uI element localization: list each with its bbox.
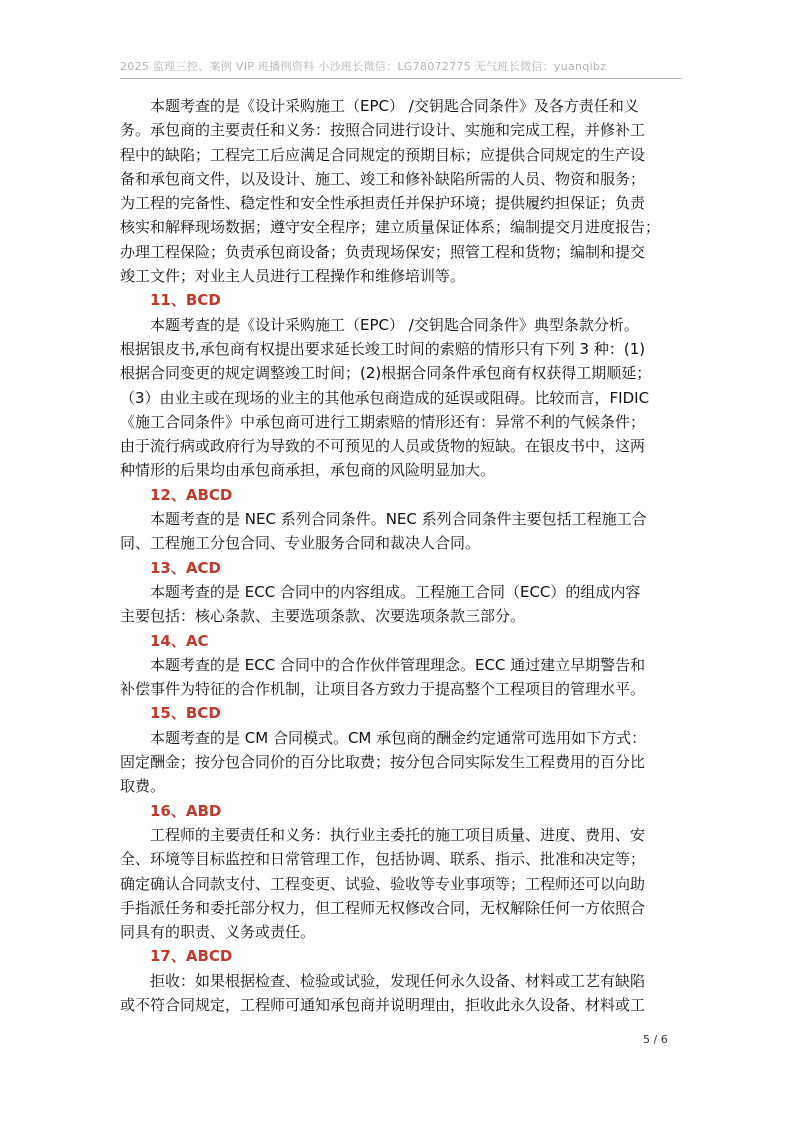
explanation-paragraph: [120, 580, 682, 629]
paragraph-line: 工程师的主要责任和义务：执行业主委托的施工项目质量、进度、费用、安: [150, 825, 646, 844]
paragraph-line: 拒收：如果根据检查、检验或试验，发现任何永久设备、材料或工艺有缺陷: [150, 971, 646, 990]
paragraph-line: 手指派任务和委托部分权力，但工程师无权修改合同，无权解除任何一方依照合: [120, 898, 646, 917]
paragraph-line: 固定酬金；按分包合同价的百分比取费；按分包合同实际发生工程费用的百分比: [120, 753, 646, 772]
explanation-paragraph: [120, 726, 682, 799]
page-number: 5 / 6: [643, 1033, 668, 1046]
paragraph-line: 务。承包商的主要责任和义务：按照合同进行设计、实施和完成工程，并修补工: [120, 121, 646, 140]
paragraph-line: 主要包括：核心条款、主要选项条款、次要选项条款三部分。: [120, 607, 526, 626]
header-watermark-text: 2025 监理三控、案例 VIP 班播例资料 小沙班长微信：LG78072775 无气班长微信：yuanqibz: [120, 60, 607, 73]
explanation-paragraph: [120, 823, 682, 944]
answer-heading: 17、ABCD: [150, 947, 233, 966]
page-header: [120, 56, 682, 79]
document-body: [120, 94, 682, 1017]
answer-heading: 11、BCD: [150, 291, 221, 310]
paragraph-line: 确定确认合同款支付、工程变更、试验、验收等专业事项等；工程师还可以向助: [120, 874, 646, 893]
paragraph-line: 根据合同变更的规定调整竣工时间；(2)根据合同条件承包商有权获得工期顺延；: [120, 364, 652, 383]
answer-heading: 12、ABCD: [150, 485, 233, 504]
paragraph-line: 本题考查的是《设计采购施工（EPC） /交钥匙合同条件》典型条款分析。: [150, 315, 639, 334]
paragraph-line: 备和承包商文件，以及设计、施工、竣工和修补缺陷所需的人员、物资和服务；: [120, 169, 646, 188]
answer-heading: 16、ABD: [150, 801, 222, 820]
paragraph-line: 全、环境等目标监控和日常管理工作，包括协调、联系、指示、批准和决定等；: [120, 850, 646, 869]
paragraph-line: 同、工程施工分包合同、专业服务合同和裁决人合同。: [120, 534, 481, 553]
paragraph-line: 《施工合同条件》中承包商可进行工期索赔的情形还有：异常不利的气候条件；: [120, 412, 646, 431]
explanation-paragraph: [120, 313, 682, 483]
answer-heading: 14、AC: [150, 631, 209, 650]
paragraph-line: （3）由业主或在现场的业主的其他承包商造成的延误或阻碍。比较而言，FIDIC: [120, 388, 650, 407]
paragraph-line: 程中的缺陷；工程完工后应满足合同规定的预期目标；应提供合同规定的生产设: [120, 145, 646, 164]
paragraph-line: 本题考查的是《设计采购施工（EPC） /交钥匙合同条件》及各方责任和义: [150, 97, 639, 115]
paragraph-line: 办理工程保险；负责承包商设备；负责现场保安；照管工程和货物；编制和提交: [120, 242, 646, 261]
paragraph-line: 本题考查的是 ECC 合同中的内容组成。工程施工合同（ECC）的组成内容: [150, 582, 641, 601]
answer-heading: 15、BCD: [150, 704, 221, 723]
paragraph-line: 同具有的职责、义务或责任。: [120, 923, 316, 942]
paragraph-line: 竣工文件；对业主人员进行工程操作和维修培训等。: [120, 267, 466, 286]
paragraph-line: 本题考查的是 ECC 合同中的合作伙伴管理理念。ECC 通过建立早期警告和: [150, 655, 646, 674]
paragraph-line: 由于流行病或政府行为导致的不可预见的人员或货物的短缺。在银皮书中，这两: [120, 437, 646, 456]
paragraph-line: 本题考查的是 CM 合同模式。CM 承包商的酬金约定通常可选用如下方式：: [150, 728, 647, 747]
paragraph-line: 根据银皮书,承包商有权提出要求延长竣工时间的索赔的情形只有下列 3 种：(1): [120, 339, 646, 358]
answer-heading: 13、ACD: [150, 558, 221, 577]
explanation-paragraph: [120, 94, 682, 288]
paragraph-line: 或不符合同规定，工程师可通知承包商并说明理由，拒收此永久设备、材料或工: [120, 995, 646, 1014]
paragraph-line: 取费。: [120, 777, 166, 796]
explanation-paragraph: [120, 653, 682, 702]
paragraph-line: 种情形的后果均由承包商承担，承包商的风险明显加大。: [120, 461, 496, 480]
paragraph-line: 补偿事件为特征的合作机制，让项目各方致力于提高整个工程项目的管理水平。: [120, 680, 646, 699]
paragraph-line: 本题考查的是 NEC 系列合同条件。NEC 系列合同条件主要包括工程施工合: [150, 510, 647, 529]
paragraph-line: 核实和解释现场数据；遵守安全程序；建立质量保证体系；编制提交月进度报告；: [120, 218, 661, 237]
explanation-paragraph: [120, 507, 682, 556]
paragraph-line: 为工程的完备性、稳定性和安全性承担责任并保护环境；提供履约担保证；负责: [120, 194, 646, 213]
explanation-paragraph: [120, 969, 682, 1018]
